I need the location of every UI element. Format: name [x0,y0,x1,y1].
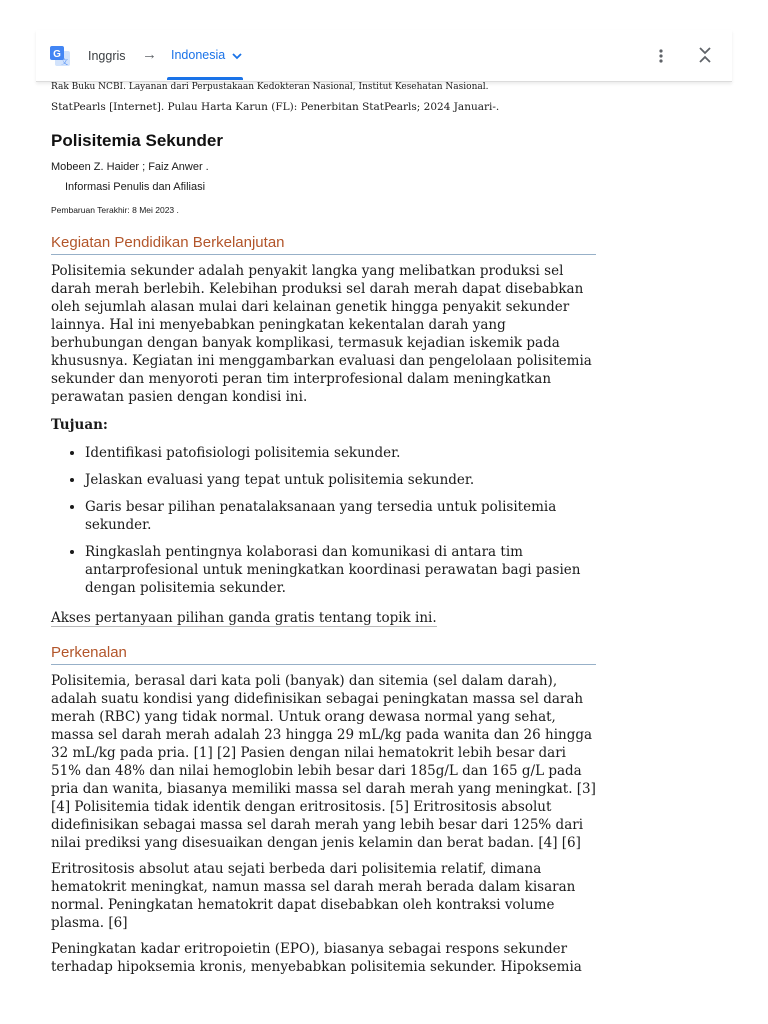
quiz-link[interactable]: Akses pertanyaan pilihan ganda gratis tentang topik ini. [51,610,437,626]
list-item: • Identifikasi patofisiologi polisitemia sekunder. [85,444,596,462]
list-item: • Jelaskan evaluasi yang tepat untuk polisitemia sekunder. [85,471,596,489]
last-update: Pembaruan Terakhir: 8 Mei 2023 . [51,205,179,215]
intro-paragraph: Eritrositosis absolut atau sejati berbeda dari polisitemia relatif, dimana hematokrit meningkat, namun massa sel darah merah berada dalam kisaran normal. Peningkatan hematokrit dapat disebabkan oleh kontraksi volume plasma. [6] [51,861,576,931]
source-language-tab[interactable]: Inggris [88,49,126,63]
goals-list [51,444,596,597]
translate-bar [36,30,732,82]
section-heading-introduction: Perkenalan [51,643,596,665]
intro-paragraph: Polisitemia, berasal dari kata poli (banyak) dan sitemia (sel dalam darah), adalah suatu kondisi yang didefinisikan sebagai peningkatan massa sel darah merah (RBC) yang tidak normal. Untuk orang dewasa normal yang sehat, massa sel darah merah adalah 23 hingga 29 mL/kg pada wanita dan 26 hingga 32 mL/kg pada pria. [1] [2] Pasien dengan nilai hematokrit lebih besar dari 51% dan 48% dan nilai hemoglobin lebih besar dari 185g/L dan 165 g/L pada pria dan wanita, biasanya memiliki massa sel darah merah yang meningkat. [3] [4] Polisitemia tidak identik dengan eritrositosis. [5] Eritrositosis absolut didefinisikan sebagai massa sel darah merah yang lebih besar dari 125% dari nilai prediksi yang disesuaikan dengan jenis kelamin dan berat badan. [4] [6] [51,673,596,851]
target-language-tab[interactable]: Indonesia [171,48,226,62]
quiz-link-container [51,609,596,627]
goals-label: Tujuan: [51,417,108,433]
authors[interactable]: Mobeen Z. Haider ; Faiz Anwer . [51,161,209,173]
collapse-icon[interactable] [698,46,712,69]
statpearls-citation: StatPearls [Internet]. Pulau Harta Karun (FL): Penerbitan StatPearls; 2024 Januari-. [51,101,500,113]
bookshelf-citation: Rak Buku NCBI. Layanan dari Perpustakaan Kedokteran Nasional, Institut Kesehatan Nasional. [51,82,489,92]
page-title: Polisitemia Sekunder [51,131,223,150]
list-item: • Garis besar pilihan penatalaksanaan yang tersedia untuk polisitemia sekunder. [85,498,596,534]
svg-text:G: G [53,49,61,60]
google-translate-icon [49,45,71,67]
author-info-toggle[interactable]: Informasi Penulis dan Afiliasi [65,181,206,193]
cme-intro: Polisitemia sekunder adalah penyakit langka yang melibatkan produksi sel darah merah berlebih. Kelebihan produksi sel darah merah dapat disebabkan oleh sejumlah alasan mulai dari kelainan genetik hingga penyakit sekunder lainnya. Hal ini menyebabkan peningkatan kekentalan darah yang berhubungan dengan banyak komplikasi, termasuk kejadian iskemik pada khususnya. Kegiatan ini menggambarkan evaluasi dan pengelolaan polisitemia sekunder dan menyoroti peran tim interprofesional dalam meningkatkan perawatan pasien dengan kondisi ini. [51,263,592,405]
chevron-down-icon[interactable] [231,49,243,67]
intro-paragraph: Peningkatan kadar eritropoietin (EPO), biasanya sebagai respons sekunder terhadap hipoksemia kronis, menyebabkan polisitemia sekunder. Hipoksemia [51,941,582,975]
section-heading-cme: Kegiatan Pendidikan Berkelanjutan [51,233,596,255]
article-content [51,78,596,976]
arrow-right-icon: → [142,46,157,63]
svg-text:文: 文 [61,59,68,66]
list-item: • Ringkaslah pentingnya kolaborasi dan komunikasi di antara tim antarprofesional untuk meningkatkan koordinasi perawatan bagi pasien dengan polisitemia sekunder. [85,543,596,597]
active-tab-indicator [167,77,243,80]
more-vert-icon[interactable] [656,48,666,69]
